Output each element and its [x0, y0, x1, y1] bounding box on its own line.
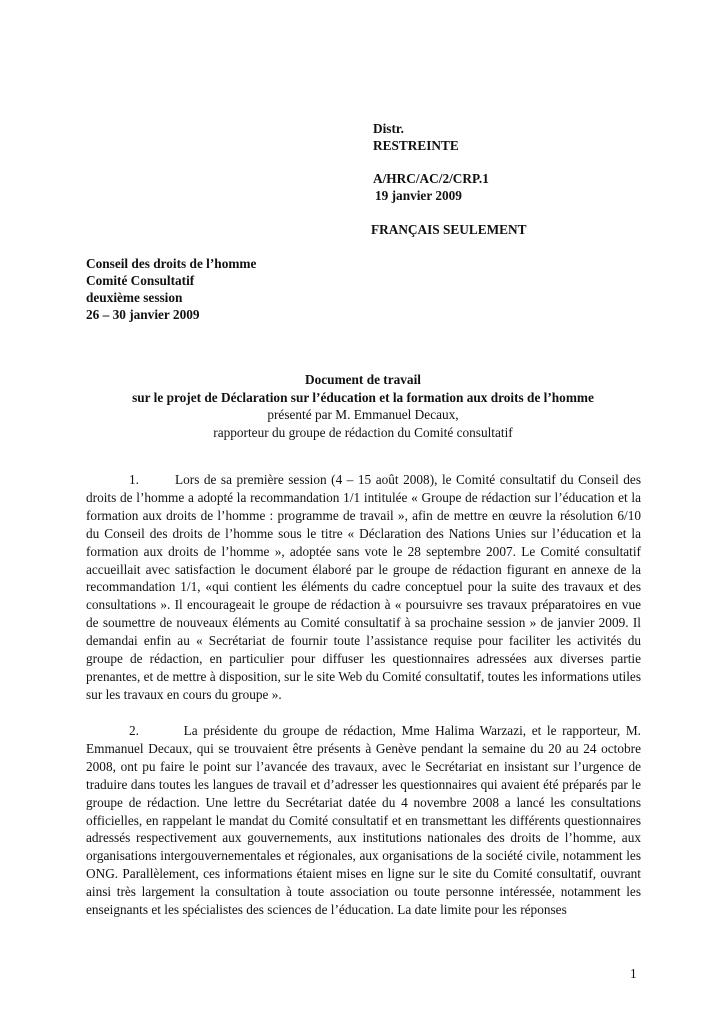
- restriction-label: RESTREINTE: [373, 138, 459, 153]
- title-line-2: sur le projet de Déclaration sur l’éducation et la formation aux droits de l’homme: [132, 389, 594, 405]
- session-dates: 26 – 30 janvier 2009: [86, 307, 200, 322]
- document-symbol: A/HRC/AC/2/CRP.1: [373, 171, 489, 186]
- title-line-1: Document de travail: [305, 372, 421, 387]
- title-line-3: présenté par M. Emmanuel Decaux,: [267, 407, 459, 422]
- committee-name: Comité Consultatif: [86, 273, 195, 288]
- paragraph-1: 1. Lors de sa première session (4 – 15 août 2008), le Comité consultatif du Conseil des droits de l’homme a adopté la recommandation 1/1 intitulée « Groupe de rédaction sur l’éducation et la formation aux droits de l’homme : programme de travail », afin de mettre en œuvre la résolution 6/10 du Conseil des droits de l’homme sous le titre « Déclaration des Nations Unies sur l’éducation et la formation aux droits de l’homme », adoptée sans vote le 28 septembre 2007. Le Comité consultatif accueillait avec satisfaction le document élaboré par le groupe de rédaction figurant en annexe de la recommandation 1/1, «qui contient les éléments du cadre conceptuel pour la suite des travaux et des consultations ». Il encourageait le groupe de rédaction à « poursuivre ses travaux préparatoires en vue de soumettre de nouveaux éléments au Comité consultatif à sa prochaine session » de janvier 2009. Il demandai enfin au « Secrétariat de fournir toute l’assistance requise pour faciliter les activités du groupe de rédaction, en particulier pour diffuser les questionnaires adressées aux diverses partie prenantes, et de mettre à disposition, sur le site Web du Comité consultatif, toutes les informations utiles sur les travaux en cours du groupe ».: [86, 472, 641, 702]
- page-number: 1: [630, 966, 637, 981]
- session-label: deuxième session: [86, 290, 183, 305]
- document-date: 19 janvier 2009: [375, 188, 462, 203]
- distribution-label: Distr.: [373, 121, 404, 136]
- paragraph-2: 2. La présidente du groupe de rédaction, Mme Halima Warzazi, et le rapporteur, M. Emmanuel Decaux, qui se trouvaient être présents à Genève pendant la semaine du 20 au 24 octobre 2008, ont pu faire le point sur l’avancée des travaux, avec le Secrétariat en insistant sur l’urgence de traduire dans toutes les langues de travail et d’adresser les questionnaires qui avaient été préparés par le groupe de rédaction. Une lettre du Secrétariat datée du 4 novembre 2008 a lancé les consultations officielles, en rappelant le mandat du Comité consultatif et en transmettant les différents questionnaires adressés respectivement aux gouvernements, aux institutions nationales des droits de l’homme, aux organisations intergouvernementales et régionales, aux organisations de la société civile, notamment les ONG. Parallèlement, ces informations étaient mises en ligne sur le site du Comité consultatif, ouvrant ainsi très largement la consultation à toute association ou toute personne intéressée, notamment les enseignants et les spécialistes des sciences de l’éducation. La date limite pour les réponses: [86, 723, 641, 918]
- title-line-4: rapporteur du groupe de rédaction du Comité consultatif: [213, 424, 513, 440]
- council-name: Conseil des droits de l’homme: [86, 256, 257, 271]
- language-notice: FRANÇAIS SEULEMENT: [371, 222, 527, 237]
- document-title: [86, 371, 640, 441]
